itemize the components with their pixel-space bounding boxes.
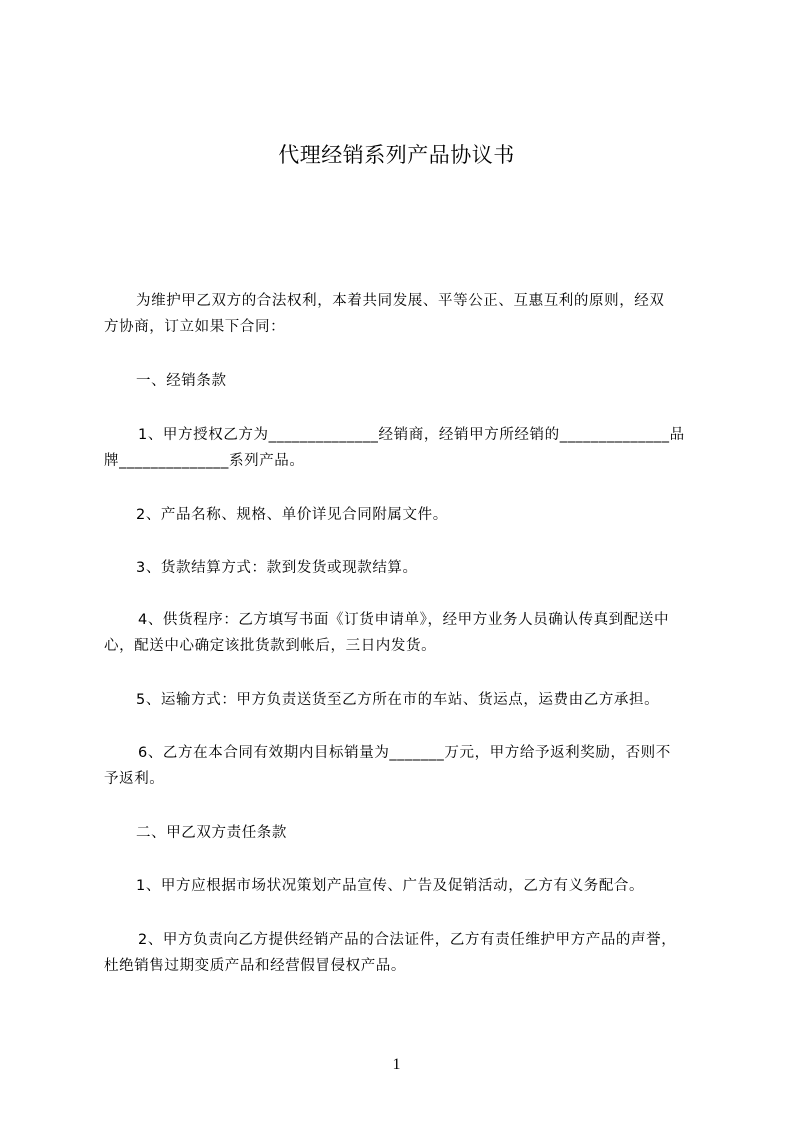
section-1-clause-3 (104, 555, 714, 581)
clause-4-line-1: 4、供货程序：乙方填写书面《订货申请单》，经甲方业务人员确认传真到配送中 (138, 612, 670, 628)
section-2-heading-text: 二、甲乙双方责任条款 (136, 825, 287, 841)
clause-4-line-2: 心，配送中心确定该批货款到帐后，三日内发货。 (104, 638, 437, 654)
section-2-clause-1 (104, 873, 714, 899)
section-1-heading (104, 368, 714, 394)
intro-paragraph (104, 288, 714, 340)
section-2-clause-1-text: 1、甲方应根据市场状况策划产品宣传、广告及促销活动，乙方有义务配合。 (136, 878, 645, 894)
clause-6-line-2: 予返利。 (104, 771, 165, 787)
section-1-clause-2 (104, 502, 714, 528)
section-1-clause-4 (104, 607, 714, 659)
clause-3-text: 3、货款结算方式：款到发货或现款结算。 (136, 560, 418, 576)
section-2-clause-2-line-1: 2、甲方负责向乙方提供经销产品的合法证件，乙方有责任维护甲方产品的声誉， (138, 932, 677, 948)
section-2-clause-2 (104, 927, 714, 979)
section-1-clause-5 (104, 687, 714, 713)
clause-2-text: 2、产品名称、规格、单价详见合同附属文件。 (136, 507, 448, 523)
clause-1-line-1: 1、甲方授权乙方为______________经销商，经销甲方所经销的______________品 (138, 427, 685, 443)
page-number: 1 (392, 1056, 401, 1073)
section-1-clause-6 (104, 740, 714, 792)
clause-5-text: 5、运输方式：甲方负责送货至乙方所在市的车站、货运点，运费由乙方承担。 (136, 692, 660, 708)
clause-1-line-2: 牌______________系列产品。 (104, 453, 305, 469)
clause-6-line-1: 6、乙方在本合同有效期内目标销量为_______万元，甲方给予返利奖励，否则不 (138, 745, 671, 761)
section-1-heading-text: 一、经销条款 (136, 373, 227, 389)
section-2-heading (104, 820, 714, 846)
intro-line-1: 为维护甲乙双方的合法权利，本着共同发展、平等公正、互惠互利的原则，经双 (136, 293, 665, 309)
document-title: 代理经销系列产品协议书 (278, 143, 515, 167)
section-1-clause-1 (104, 422, 714, 474)
section-2-clause-2-line-2: 杜绝销售过期变质产品和经营假冒侵权产品。 (104, 958, 406, 974)
intro-line-2: 方协商，订立如果下合同： (104, 319, 286, 335)
